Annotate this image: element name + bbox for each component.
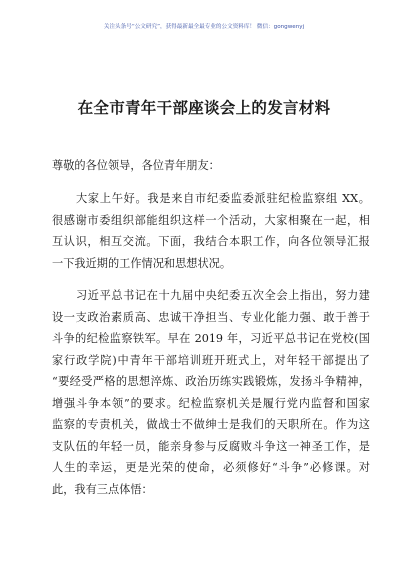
paragraph-line: 大家上午好。我是来自市纪委监委派驻纪检监察组 XX。: [76, 192, 370, 205]
paragraph-line: 增强斗争本领”的要求。纪检监察机关是履行党内监督和国家: [52, 396, 370, 410]
paragraph-line: 互认识，相互交流。下面，我结合本职工作，向各位领导汇报: [52, 235, 370, 248]
paragraph-line: 很感谢市委组织部能组织这样一个活动，大家相聚在一起，相: [52, 213, 370, 227]
salutation-line: 尊敬的各位领导，各位青年朋友：: [52, 159, 220, 172]
header-promo-note: 关注头条号“公文研究”，获得最新最全最专业的公文资料库！ 微信：gongwenyj: [103, 24, 305, 30]
paragraph-line: 支队伍的年轻一员，能亲身参与反腐败斗争这一神圣工作，是: [52, 439, 370, 453]
paragraph-line: 一下我近期的工作情况和思想状况。: [52, 256, 232, 270]
paragraph-2: [52, 285, 370, 500]
paragraph-line: 设一支政治素质高、忠诚干净担当、专业化能力强、敢于善于: [52, 310, 370, 324]
paragraph-line: 斗争的纪检监察铁军。早在 2019 年，习近平总书记在党校(国: [52, 332, 370, 345]
paragraph-line: 监察的专责机关，做战士不做绅士是我们的天职所在。作为这: [52, 418, 370, 431]
salutation: [52, 155, 370, 177]
document-title: 在全市青年干部座谈会上的发言材料: [77, 99, 331, 117]
paragraph-line: 此，我有三点体悟：: [52, 482, 153, 496]
paragraph-line: “要经受严格的思想淬炼、政治历练实践锻炼，发扬斗争精神，: [52, 375, 370, 388]
paragraph-1: [52, 188, 370, 274]
paragraph-line: 习近平总书记在十九届中央纪委五次全会上指出，努力建: [76, 289, 370, 302]
paragraph-line: 人生的幸运，更是光荣的使命，必须修好“斗争”必修课。对: [52, 461, 370, 474]
paragraph-line: 家行政学院)中青年干部培训班开班式上，对年轻干部提出了: [52, 353, 370, 367]
